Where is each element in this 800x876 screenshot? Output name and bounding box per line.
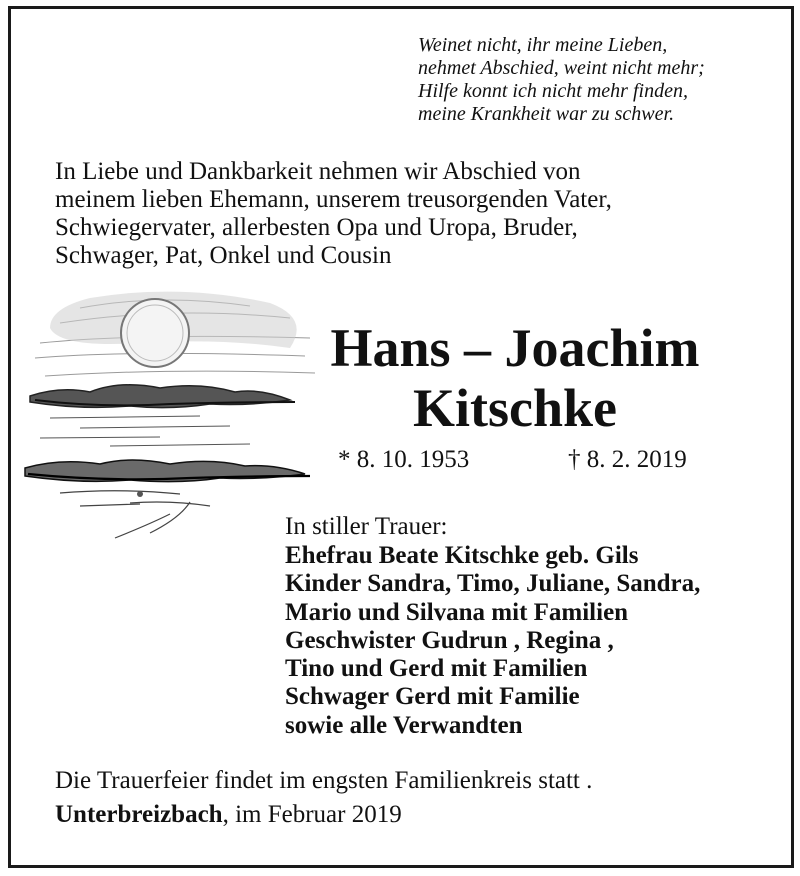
mourner-line: Ehefrau Beate Kitschke geb. Gils bbox=[285, 542, 639, 569]
deceased-first-name: Hans – Joachim bbox=[330, 318, 700, 378]
intro-line: Schwager, Pat, Onkel und Cousin bbox=[55, 242, 392, 269]
birth-date: * 8. 10. 1953 bbox=[338, 446, 470, 473]
death-date: † 8. 2. 2019 bbox=[568, 446, 687, 473]
sunset-landscape-sketch-icon bbox=[20, 288, 320, 553]
intro-line: Schwiegervater, allerbesten Opa und Uropa, Bruder, bbox=[55, 214, 578, 241]
mourners-list bbox=[285, 513, 765, 740]
poem-line: Weinet nicht, ihr meine Lieben, bbox=[418, 34, 668, 56]
mourner-line: Mario und Silvana mit Familien bbox=[285, 598, 629, 626]
deceased-name bbox=[290, 318, 740, 438]
place-date bbox=[55, 800, 755, 834]
intro-line: In Liebe und Dankbarkeit nehmen wir Abschied von bbox=[55, 158, 581, 185]
intro-text bbox=[55, 158, 755, 270]
mourner-line: Schwager Gerd mit Familie bbox=[285, 683, 580, 711]
place-name: Unterbreizbach bbox=[55, 801, 223, 828]
mourner-line: Tino und Gerd mit Familien bbox=[285, 655, 588, 683]
poem-line: nehmet Abschied, weint nicht mehr; bbox=[418, 57, 705, 79]
mourner-line: Kinder Sandra, Timo, Juliane, Sandra, bbox=[285, 570, 701, 598]
poem-line: Hilfe konnt ich nicht mehr finden, bbox=[418, 80, 688, 102]
mourners-label: In stiller Trauer: bbox=[285, 513, 448, 540]
intro-line: meinem lieben Ehemann, unserem treusorgenden Vater, bbox=[55, 186, 612, 213]
date-text: , im Februar 2019 bbox=[222, 801, 402, 828]
poem-line: meine Krankheit war zu schwer. bbox=[418, 103, 675, 125]
mourner-line: Geschwister Gudrun , Regina , bbox=[285, 626, 614, 654]
poem bbox=[418, 34, 778, 126]
deceased-last-name: Kitschke bbox=[412, 378, 617, 438]
funeral-note: Die Trauerfeier findet im engsten Familienkreis statt . bbox=[55, 767, 593, 794]
mourner-line: sowie alle Verwandten bbox=[285, 711, 523, 739]
footer bbox=[55, 766, 755, 834]
